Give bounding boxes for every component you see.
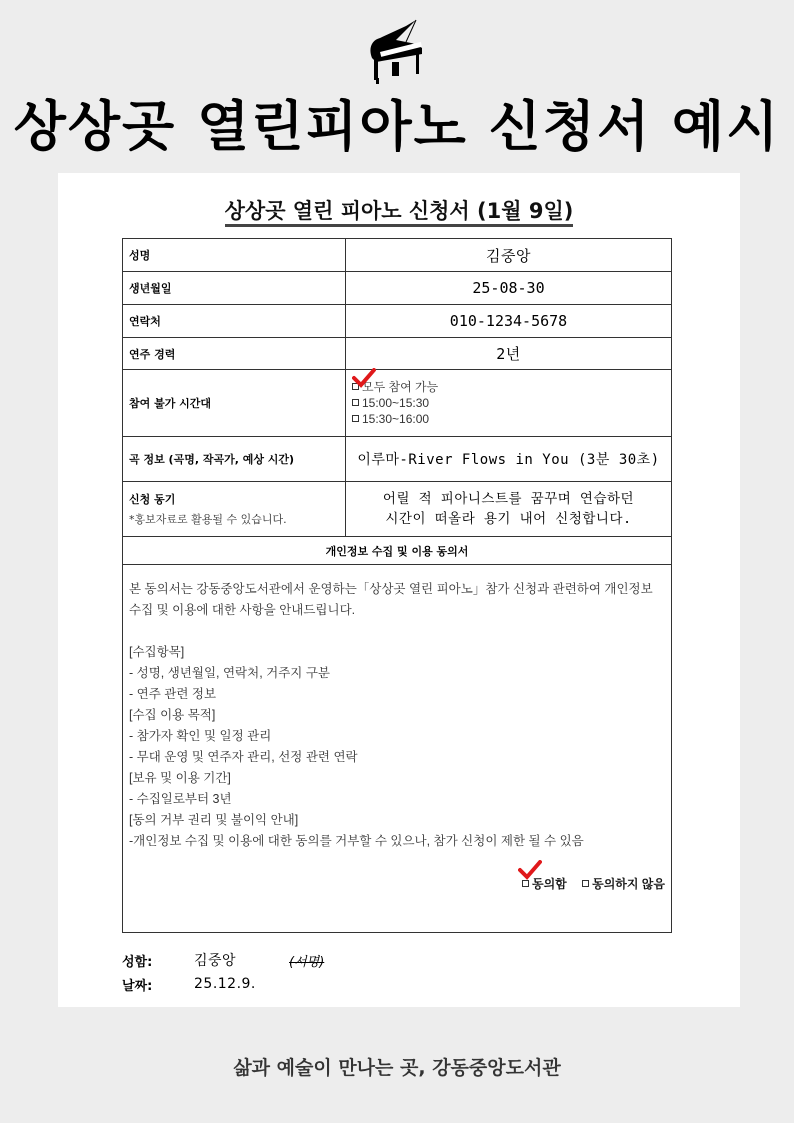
consent-body (123, 565, 672, 933)
agree-option[interactable]: 동의함 (522, 874, 567, 895)
row-birth (123, 272, 672, 305)
date-field[interactable]: 25.12.9. (194, 976, 256, 992)
song-label: 곡 정보 (곡명, 작곡가, 예상 시간) (123, 437, 346, 482)
motive-note: *홍보자료로 활용될 수 있습니다. (129, 513, 287, 526)
option-1500-1530[interactable]: 15:00~15:30 (352, 395, 665, 411)
signature-mark[interactable]: (서명) (289, 954, 325, 970)
form-title: 상상곳 열린 피아노 신청서 (1월 9일) (58, 195, 740, 225)
footer-slogan: 삶과 예술이 만나는 곳, 강동중앙도서관 (233, 1057, 561, 1079)
birth-field[interactable]: 25-08-30 (346, 272, 672, 305)
row-unavailable-time (123, 370, 672, 437)
consent-line: - 무대 운영 및 연주자 관리, 선정 관련 연락 (129, 750, 358, 764)
signer-name-label: 성함: (122, 954, 153, 970)
contact-label: 연락처 (123, 305, 346, 338)
disagree-option[interactable]: 동의하지 않음 (582, 874, 665, 895)
red-checkmark-icon (352, 368, 376, 388)
application-form-card (58, 173, 740, 1007)
motive-label: 신청 동기 *홍보자료로 활용될 수 있습니다. (123, 482, 346, 537)
row-motive (123, 482, 672, 537)
checkbox-icon[interactable] (352, 415, 359, 422)
row-consent-title (123, 537, 672, 565)
page-title: 상상곳 열린피아노 신청서 예시 (13, 95, 781, 158)
signature-block (122, 948, 324, 996)
consent-intro: 본 동의서는 강동중앙도서관에서 운영하는「상상곳 열린 피아노」참가 신청과 관련하여 개인정보 수집 및 이용에 대한 사항을 안내드립니다. (129, 582, 653, 617)
red-checkmark-icon (518, 860, 542, 880)
consent-choice (129, 874, 665, 895)
signer-name-field[interactable]: 김중앙 (194, 953, 237, 969)
birth-label: 생년월일 (123, 272, 346, 305)
consent-line: - 참가자 확인 및 일정 관리 (129, 729, 272, 743)
name-field[interactable]: 김중앙 (346, 239, 672, 272)
song-field[interactable]: 이루마-River Flows in You (3분 30초) (346, 437, 672, 482)
unavailable-time-label: 참여 불가 시간대 (123, 370, 346, 437)
consent-line: - 수집일로부터 3년 (129, 792, 232, 806)
application-table (122, 238, 672, 933)
consent-line: - 연주 관련 정보 (129, 687, 217, 701)
row-experience (123, 338, 672, 370)
contact-field[interactable]: 010-1234-5678 (346, 305, 672, 338)
unavailable-time-options (346, 370, 672, 437)
consent-line: [보유 및 이용 기간] (129, 771, 231, 785)
consent-title: 개인정보 수집 및 이용 동의서 (123, 537, 672, 565)
checkbox-icon[interactable] (352, 399, 359, 406)
checkbox-icon[interactable] (522, 880, 529, 887)
consent-line: -개인정보 수집 및 이용에 대한 동의를 거부할 수 있으나, 참가 신청이 제한 될 수 있음 (129, 834, 584, 848)
grand-piano-icon (366, 18, 430, 86)
consent-line: - 성명, 생년월일, 연락처, 거주지 구분 (129, 666, 330, 680)
row-song (123, 437, 672, 482)
experience-field[interactable]: 2년 (346, 338, 672, 370)
row-name (123, 239, 672, 272)
motive-field[interactable]: 어릴 적 피아니스트를 꿈꾸며 연습하던 시간이 떠올라 용기 내어 신청합니다. (346, 482, 672, 537)
option-1530-1600[interactable]: 15:30~16:00 (352, 411, 665, 427)
checkbox-icon[interactable] (582, 880, 589, 887)
name-label: 성명 (123, 239, 346, 272)
option-all-available[interactable]: 모두 참여 가능 (352, 379, 665, 395)
row-consent-body (123, 565, 672, 933)
experience-label: 연주 경력 (123, 338, 346, 370)
consent-line: [동의 거부 권리 및 불이익 안내] (129, 813, 299, 827)
date-label: 날짜: (122, 978, 153, 994)
consent-line: [수집항목] (129, 645, 185, 659)
row-contact (123, 305, 672, 338)
consent-line: [수집 이용 목적] (129, 708, 216, 722)
